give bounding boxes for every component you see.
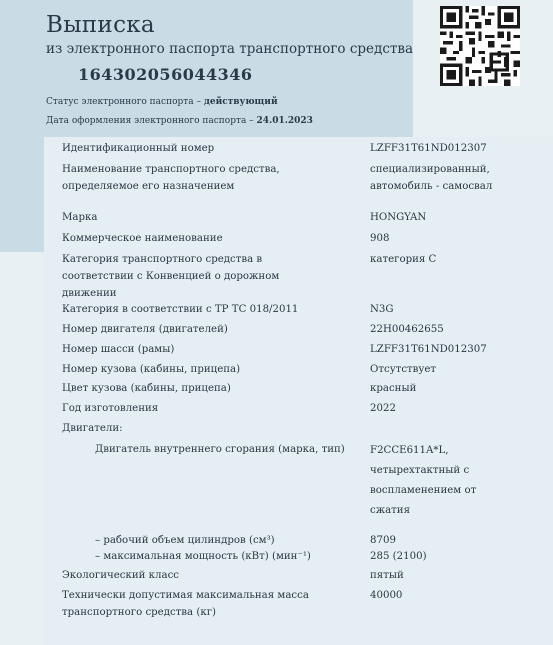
date-label: Дата оформления электронного паспорта –: [46, 116, 257, 126]
label-max-power: – максимальная мощность (кВт) (мин⁻¹): [95, 551, 311, 562]
value-brand: HONGYAN: [370, 212, 427, 223]
label-convention-category: Категория транспортного средства в соответствии с Конвенцией о дорожном движении: [62, 254, 280, 299]
value-engine-number: 22H00462655: [370, 324, 444, 335]
value-body-color: красный: [370, 383, 417, 394]
label-engine-number: Номер двигателя (двигателей): [62, 324, 228, 335]
status-line: [46, 97, 278, 107]
date-value: 24.01.2023: [256, 116, 313, 126]
label-engines: Двигатели:: [62, 423, 123, 434]
value-vehicle-name: специализированный, автомобиль - самосвал: [370, 164, 493, 192]
label-ice: Двигатель внутреннего сгорания (марка, тип): [95, 444, 345, 455]
label-eco-class: Экологический класс: [62, 570, 180, 581]
value-chassis-number: LZFF31T61ND012307: [370, 344, 487, 355]
value-displacement: 8709: [370, 535, 396, 546]
label-chassis-number: Номер шасси (рамы): [62, 344, 175, 355]
label-body-color: Цвет кузова (кабины, прицепа): [62, 383, 231, 394]
label-tr-ts-category: Категория в соответствии с ТР ТС 018/2011: [62, 304, 299, 315]
value-tr-ts-category: N3G: [370, 304, 394, 315]
value-max-power: 285 (2100): [370, 551, 427, 562]
label-commercial-name: Коммерческое наименование: [62, 233, 223, 244]
qr-code-icon: [440, 6, 520, 86]
status-value: действующий: [203, 97, 278, 107]
value-eco-class: пятый: [370, 570, 404, 581]
date-line: [46, 116, 313, 126]
value-ice: F2CCE611A*L, четырехтактный с воспламенением от сжатия: [370, 445, 477, 516]
document-title: Выписка: [46, 12, 155, 38]
document-subtitle: из электронного паспорта транспортного средства: [46, 41, 414, 57]
value-body-number: Отсутствует: [370, 364, 437, 375]
passport-number: 164302056044346: [78, 65, 253, 84]
label-brand: Марка: [62, 212, 98, 223]
value-convention-category: категория C: [370, 254, 437, 265]
label-displacement: – рабочий объем цилиндров (см³): [95, 535, 275, 546]
value-commercial-name: 908: [370, 233, 390, 244]
value-max-mass: 40000: [370, 590, 403, 601]
status-label: Статус электронного паспорта –: [46, 97, 204, 107]
label-year: Год изготовления: [62, 403, 159, 414]
value-vin: LZFF31T61ND012307: [370, 143, 487, 154]
label-vin: Идентификационный номер: [62, 143, 215, 154]
label-max-mass: Технически допустимая максимальная масса транспортного средства (кг): [62, 590, 309, 618]
value-year: 2022: [370, 403, 396, 414]
label-body-number: Номер кузова (кабины, прицепа): [62, 364, 241, 375]
label-vehicle-name: Наименование транспортного средства, определяемое его назначением: [62, 164, 280, 192]
